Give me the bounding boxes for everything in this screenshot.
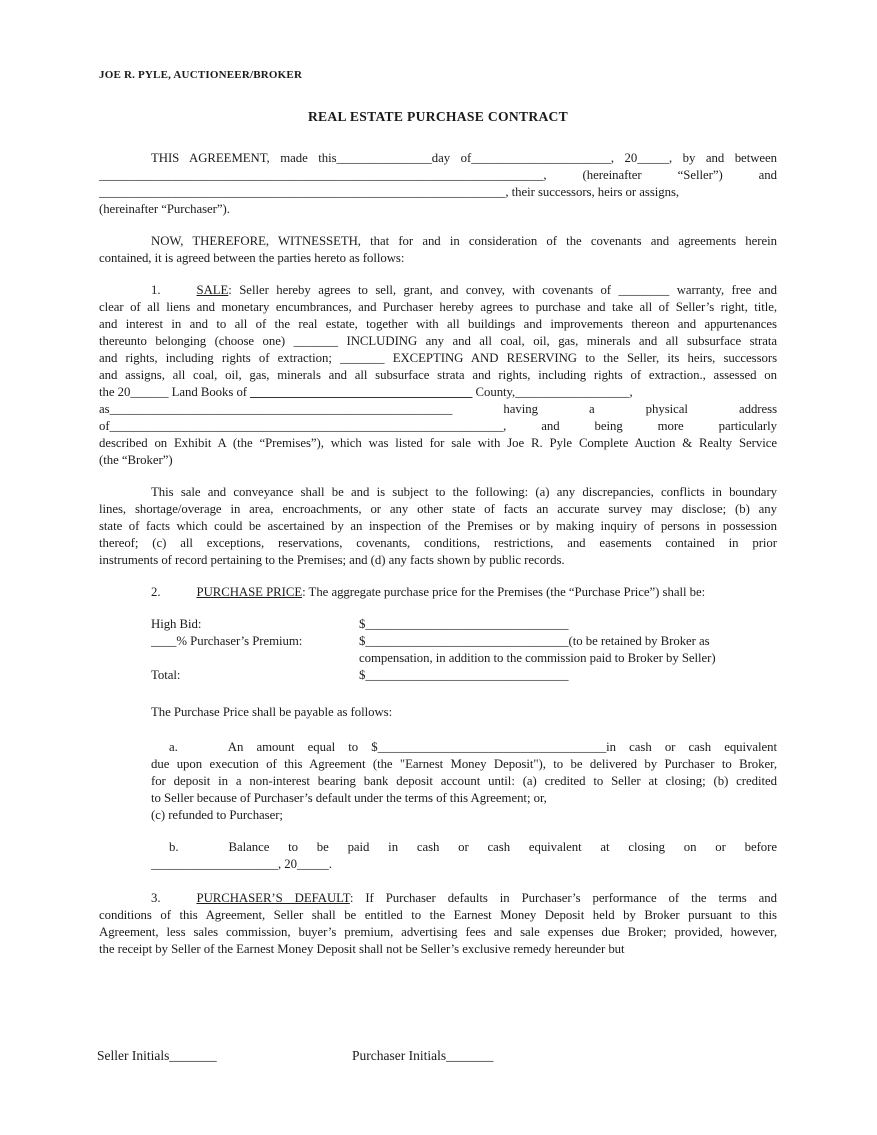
agreement-intro: [99, 150, 777, 218]
price-row-value: [359, 617, 569, 631]
text-line: [99, 367, 777, 384]
text-run: in cash or cash equivalent: [606, 740, 777, 754]
text-run: due upon execution of this Agreement (the "Earnest Money Deposit"), to be delivered by Purchaser to Broker,: [151, 757, 777, 771]
section-3-purchasers-default: [99, 890, 777, 958]
text-run: (the “Broker”): [99, 453, 173, 467]
text-run: THIS AGREEMENT, made this: [151, 151, 337, 165]
contract-body: [99, 150, 777, 958]
blank-field: _______________: [336, 151, 432, 165]
purchaser-initials-blank: _______: [446, 1048, 494, 1063]
text-run: warranty, free and: [669, 283, 777, 297]
purchaser-initials-label: Purchaser Initials: [352, 1048, 447, 1063]
tab-spacer: [161, 901, 197, 902]
text-run: 2.: [151, 585, 161, 599]
price-row-value: [359, 634, 710, 648]
blank-field: _______: [340, 351, 385, 365]
text-run: : If Purchaser defaults in Purchaser’s performance of the terms and: [349, 891, 777, 905]
text-line: [99, 350, 777, 367]
price-table-row: [151, 667, 777, 684]
text-run: County,: [472, 385, 516, 399]
blank-field: ____________________________________: [377, 740, 607, 754]
text-run: (c) refunded to Purchaser;: [151, 808, 283, 822]
text-line: [99, 233, 777, 250]
text-line: [99, 890, 777, 907]
price-row-label: [151, 616, 359, 633]
text-run: b.: [169, 840, 179, 854]
price-row-label: [151, 633, 359, 650]
item-a-earnest-money: [151, 739, 777, 824]
blank-field: ________: [618, 283, 670, 297]
text-run: Balance to be paid in cash or cash equivalent at closing on or before: [228, 840, 777, 854]
text-run: , 20: [277, 857, 297, 871]
text-line: [99, 435, 777, 452]
blank-field: _____: [296, 857, 329, 871]
payable-intro: [151, 704, 777, 721]
price-table-row: [151, 633, 777, 650]
item-b-balance: [151, 839, 777, 873]
text-line: [151, 704, 777, 721]
text-run: ,: [629, 385, 633, 399]
text-run: of: [99, 419, 110, 433]
text-run: This sale and conveyance shall be and is subject to the following: (a) any discrepancies, conflicts in boundary: [151, 485, 777, 499]
blank-field: ______: [130, 385, 169, 399]
price-table-row: [151, 650, 777, 667]
text-run: conditions of this Agreement, Seller shall be entitled to the Earnest Money Deposit held by Broker pursuant to this: [99, 908, 777, 922]
text-run: $: [359, 668, 366, 682]
text-run: (hereinafter “Purchaser”).: [99, 202, 230, 216]
text-run: The Purchase Price shall be payable as follows:: [151, 705, 393, 719]
tab-spacer: [99, 244, 151, 245]
text-run: High Bid:: [151, 617, 202, 631]
text-line: [151, 807, 777, 824]
text-run: the 20: [99, 385, 131, 399]
blank-field: ______________________________________________________________________: [99, 168, 544, 182]
text-run: NOW, THEREFORE, WITNESSETH, that for and in consideration of the covenants and agreements herein: [151, 234, 777, 248]
underlined-heading: SALE: [196, 283, 229, 297]
blank-field: ______________________: [471, 151, 611, 165]
blank-field: ____: [151, 634, 177, 648]
blank-field: __________________: [515, 385, 630, 399]
purchaser-initials: [352, 1047, 493, 1064]
text-line: [99, 518, 777, 535]
text-run: : The aggregate purchase price for the Premises (the “Purchase Price”) shall be:: [302, 585, 706, 599]
text-run: for deposit in a non-interest bearing bank deposit account until: (a) credited to Seller at closing; (b) credited: [151, 774, 777, 788]
text-line: [99, 299, 777, 316]
blank-field: ______________________________________________________: [109, 402, 453, 416]
text-run: and interest in and to all of the real estate, together with all buildings and improvements thereon and appurtenances: [99, 317, 777, 331]
text-run: described on Exhibit A (the “Premises”), which was listed for sale with Joe R. Pyle Complete Auction & Realty Service: [99, 436, 777, 450]
text-run: , by and between: [668, 151, 777, 165]
tab-spacer: [179, 850, 229, 851]
text-line: [99, 907, 777, 924]
text-run: thereunto belonging (choose one): [99, 334, 294, 348]
text-run: Land Books of: [168, 385, 251, 399]
text-run: Agreement, less sales commission, buyer’s premium, advertising fees and sale expenses due Broker; provided, however,: [99, 925, 777, 939]
seller-initials: [97, 1047, 217, 1064]
tab-spacer: [99, 901, 151, 902]
text-run: , and being more particularly: [503, 419, 777, 433]
text-line: [99, 535, 777, 552]
text-run: , their successors, heirs or assigns,: [505, 185, 680, 199]
tab-spacer: [178, 750, 228, 751]
blank-field: ____________________: [151, 857, 278, 871]
tab-spacer: [151, 850, 169, 851]
text-line: [151, 856, 777, 873]
text-line: [99, 201, 777, 218]
document-title: REAL ESTATE PURCHASE CONTRACT: [307, 109, 569, 124]
text-line: [99, 584, 777, 601]
text-run: An amount equal to $: [227, 740, 378, 754]
seller-initials-blank: _______: [169, 1048, 217, 1063]
text-line: [99, 552, 777, 569]
text-line: [151, 739, 777, 756]
text-line: [99, 316, 777, 333]
sale-subject-to: [99, 484, 777, 569]
seller-initials-label: Seller Initials: [97, 1048, 170, 1063]
blank-field: ________________________________: [365, 617, 569, 631]
underlined-heading: PURCHASE PRICE: [196, 585, 303, 599]
price-row-value: [359, 651, 716, 665]
text-line: [99, 333, 777, 350]
text-line: [99, 484, 777, 501]
text-run: (to be retained by Broker as: [568, 634, 710, 648]
price-table-row: [151, 616, 777, 633]
text-line: [151, 790, 777, 807]
tab-spacer: [151, 750, 169, 751]
text-run: lines, shortage/overage in area, encroachments, or any other state of facts an accurate survey may disclose; (b) any: [99, 502, 777, 516]
blank-field: _____: [637, 151, 669, 165]
text-line: [99, 167, 777, 184]
witnesseth-clause: [99, 233, 777, 267]
text-run: $: [359, 617, 366, 631]
text-run: 3.: [151, 891, 161, 905]
initials-footer: [97, 1047, 597, 1067]
text-run: a.: [169, 740, 178, 754]
text-run: the receipt by Seller of the Earnest Money Deposit shall not be Seller’s exclusive remedy hereunder but: [99, 942, 625, 956]
text-run: , (hereinafter “Seller”) and: [543, 168, 777, 182]
text-line: [99, 924, 777, 941]
text-run: Total:: [151, 668, 181, 682]
text-run: EXCEPTING AND RESERVING to the Seller, its heirs, successors: [384, 351, 777, 365]
text-run: 1.: [151, 283, 161, 297]
blank-field: ________________________________: [365, 634, 569, 648]
text-line: [99, 184, 777, 201]
text-run: day of: [431, 151, 472, 165]
purchase-price-table: [151, 616, 777, 684]
text-run: : Seller hereby agrees to sell, grant, and convey, with covenants of: [228, 283, 619, 297]
text-run: having a physical address: [452, 402, 777, 416]
text-line: [99, 501, 777, 518]
price-row-value: [359, 668, 569, 682]
text-run: .: [328, 857, 332, 871]
text-line: [151, 756, 777, 773]
text-run: % Purchaser’s Premium:: [176, 634, 303, 648]
text-run: INCLUDING any and all coal, oil, gas, minerals and all subsurface strata: [338, 334, 777, 348]
text-run: state of facts which could be ascertained by an inspection of the Premises or by making inquiry of persons in possession: [99, 519, 777, 533]
section-1-sale: [99, 282, 777, 469]
tab-spacer: [99, 293, 151, 294]
blank-field: ________________________________: [365, 668, 569, 682]
text-run: instruments of record pertaining to the Premises; and (d) any facts shown by public records.: [99, 553, 565, 567]
text-line: [99, 401, 777, 418]
text-line: [99, 250, 777, 267]
broker-letterhead: JOE R. PYLE, AUCTIONEER/BROKER: [99, 69, 303, 81]
text-line: [99, 282, 777, 299]
tab-spacer: [99, 495, 151, 496]
text-run: thereof; (c) all exceptions, reservations, covenants, conditions, restrictions, and easements contained in prior: [99, 536, 777, 550]
tab-spacer: [161, 293, 197, 294]
text-line: [99, 418, 777, 435]
text-run: and assigns, all coal, oil, gas, minerals and all subsurface strata and rights, including rights of extraction., assessed on: [99, 368, 777, 382]
text-run: contained, it is agreed between the parties hereto as follows:: [99, 251, 405, 265]
tab-spacer: [99, 595, 151, 596]
text-line: [99, 384, 777, 401]
text-line: [99, 452, 777, 469]
blank-field: ___________________________________: [250, 385, 473, 399]
section-2-purchase-price: [99, 584, 777, 601]
tab-spacer: [161, 595, 197, 596]
price-row-label: [151, 667, 359, 684]
text-run: as: [99, 402, 110, 416]
underlined-heading: PURCHASER’S DEFAULT: [196, 891, 350, 905]
blank-field: _______: [293, 334, 339, 348]
text-run: and rights, including rights of extraction;: [99, 351, 341, 365]
text-run: clear of all liens and monetary encumbrances, and Purchaser hereby agrees to purchase and take all of Seller’s right, title,: [99, 300, 777, 314]
blank-field: ________________________________________________________________: [99, 185, 506, 199]
tab-spacer: [99, 161, 151, 162]
text-run: to Seller because of Purchaser’s default under the terms of this Agreement; or,: [151, 791, 547, 805]
text-run: , 20: [610, 151, 638, 165]
blank-field: ______________________________________________________________: [109, 419, 504, 433]
text-line: [99, 150, 777, 167]
text-line: [151, 839, 777, 856]
text-run: $: [359, 634, 366, 648]
text-line: [99, 941, 777, 958]
text-line: [151, 773, 777, 790]
text-run: compensation, in addition to the commission paid to Broker by Seller): [359, 651, 716, 665]
